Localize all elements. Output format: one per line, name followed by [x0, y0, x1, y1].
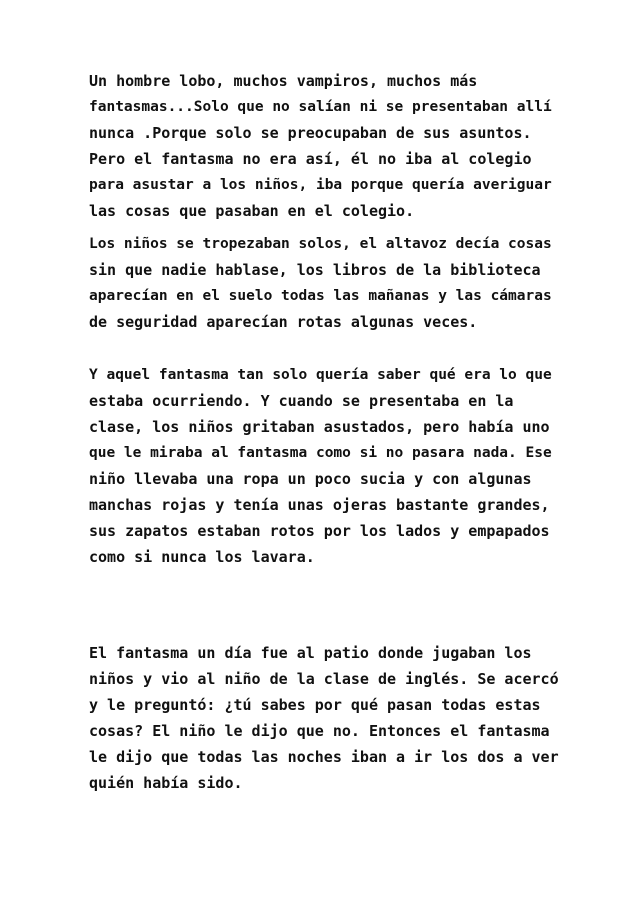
paragraph-1	[89, 68, 559, 224]
paragraph-line: Un hombre lobo, muchos vampiros, muchos más	[89, 72, 478, 90]
paragraph-3	[89, 362, 559, 570]
paragraph-line: clase, los niños gritaban asustados, pero había uno	[89, 418, 550, 436]
paragraph-line: estaba ocurriendo. Y cuando se presentaba en la	[89, 392, 514, 410]
paragraph-4	[89, 640, 559, 796]
paragraph-line: nunca .Porque solo se preocupaban de sus asuntos.	[89, 124, 532, 142]
paragraph-line: para asustar a los niños, iba porque quería averiguar	[89, 177, 552, 193]
paragraph-line: como si nunca los lavara.	[89, 548, 315, 566]
paragraph-line: El fantasma un día fue al patio donde jugaban los	[89, 644, 532, 662]
paragraph-line: y le preguntó: ¿tú sabes por qué pasan todas estas	[89, 696, 541, 714]
paragraph-line: cosas? El niño le dijo que no. Entonces el fantasma	[89, 722, 550, 740]
paragraph-line: aparecían en el suelo todas las mañanas y las cámaras	[89, 288, 552, 304]
paragraph-2	[89, 231, 559, 335]
paragraph-line: sin que nadie hablase, los libros de la biblioteca	[89, 261, 541, 279]
paragraph-line: las cosas que pasaban en el colegio.	[89, 202, 415, 220]
paragraph-line: sus zapatos estaban rotos por los lados y empapados	[89, 522, 550, 540]
paragraph-line: Y aquel fantasma tan solo quería saber qué era lo que	[89, 367, 552, 383]
paragraph-line: manchas rojas y tenía unas ojeras bastante grandes,	[89, 496, 550, 514]
paragraph-line: fantasmas...Solo que no salían ni se presentaban allí	[89, 99, 552, 115]
paragraph-line: le dijo que todas las noches iban a ir los dos a ver	[89, 748, 559, 766]
paragraph-line: Pero el fantasma no era así, él no iba al colegio	[89, 150, 532, 168]
paragraph-line: Los niños se tropezaban solos, el altavoz decía cosas	[89, 236, 552, 252]
paragraph-line: que le miraba al fantasma como si no pasara nada. Ese	[89, 445, 552, 461]
paragraph-line: niño llevaba una ropa un poco sucia y con algunas	[89, 470, 532, 488]
paragraph-line: quién había sido.	[89, 774, 243, 792]
paragraph-line: de seguridad aparecían rotas algunas veces.	[89, 313, 478, 331]
paragraph-line: niños y vio al niño de la clase de inglés. Se acercó	[89, 670, 559, 688]
